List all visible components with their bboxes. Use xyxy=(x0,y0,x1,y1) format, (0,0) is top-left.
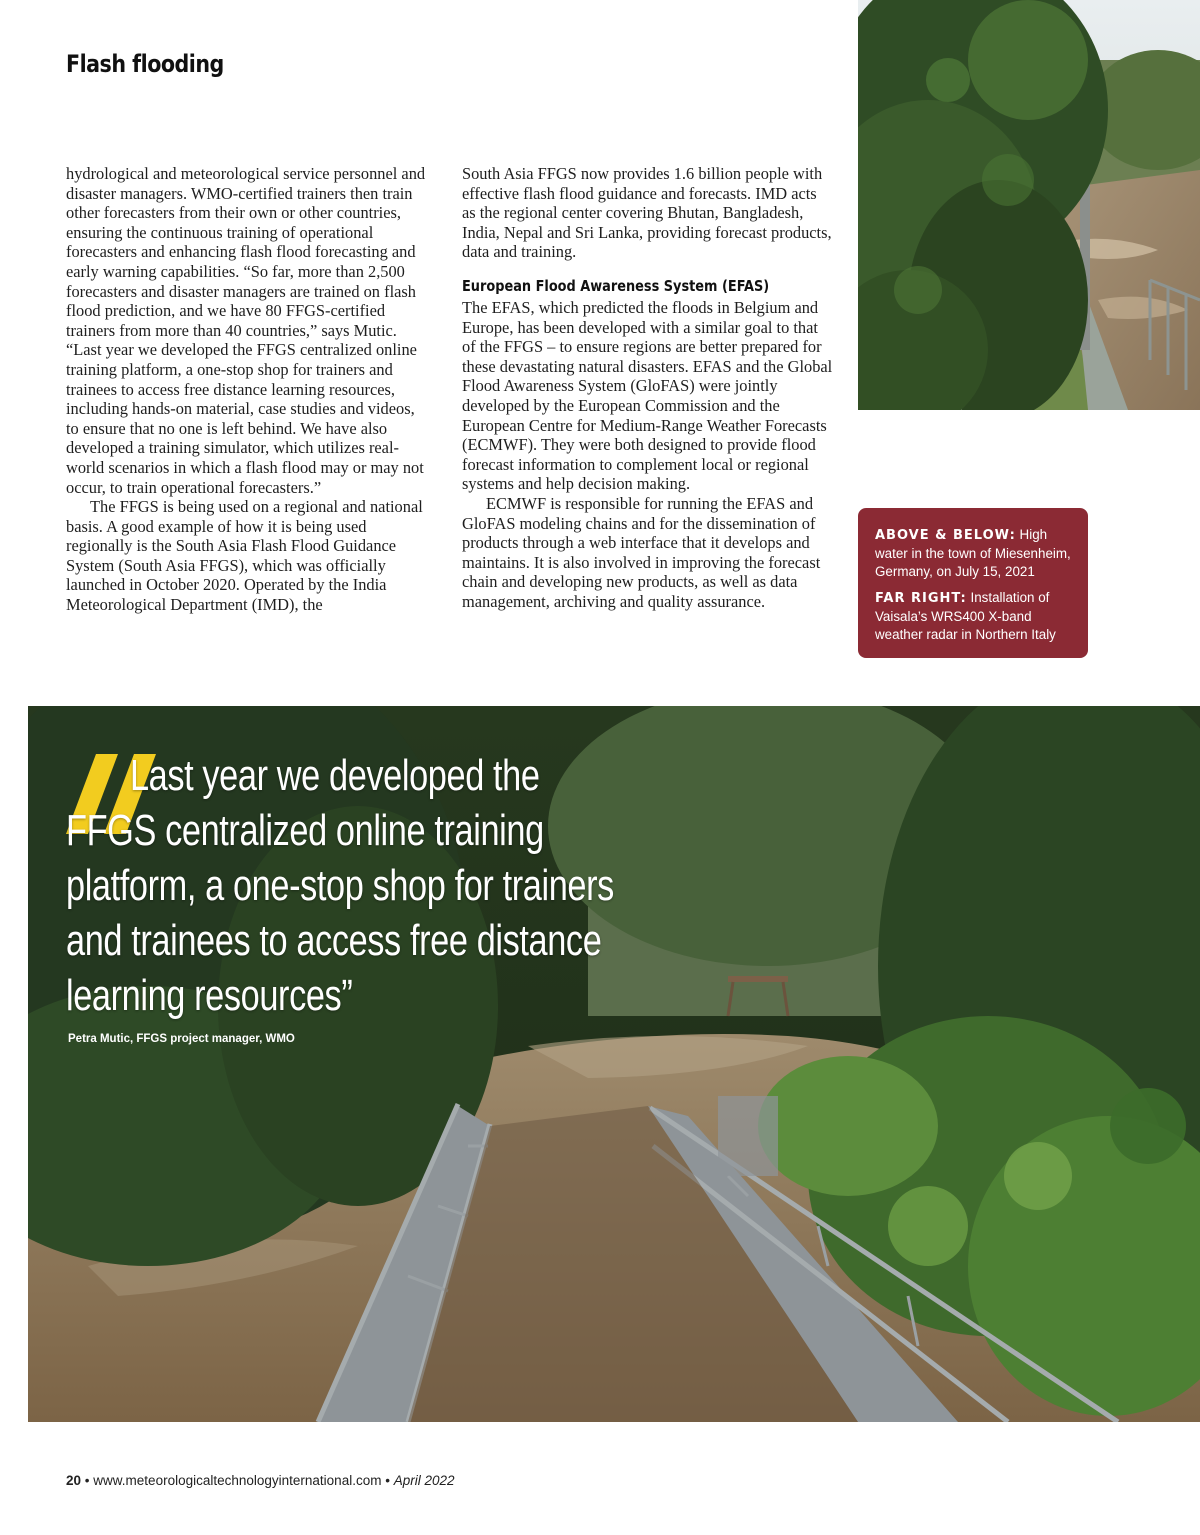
caption-above-below xyxy=(875,526,1074,581)
subheading-efas: European Flood Awareness System (EFAS) xyxy=(462,276,770,295)
caption-text: Installation of Vaisala’s WRS400 X-band weather radar in Northern Italy xyxy=(875,590,1056,642)
caption-label: ABOVE & BELOW: xyxy=(875,528,1016,543)
body-paragraph: The EFAS, which predicted the floods in Belgium and Europe, has been developed with a similar goal to that of the FFGS – to ensure regions are better prepared for these devastating natural disasters. EFAS and the Global Flood Awareness System (GloFAS) were jointly developed by the European Commission and the European Centre for Medium-Range Weather Forecasts (ECMWF). They were both designed to provide flood forecast information to complement local or regional systems and help decision making. xyxy=(462,297,833,494)
right-column xyxy=(462,164,834,611)
body-paragraph: ECMWF is responsible for running the EFAS and GloFAS modeling chains and for the dissemination of products through a web interface that it develops and maintains. It is also involved in improving the forecast chain and developing new products, as well as data management, archiving and quality assurance. xyxy=(462,493,821,611)
body-paragraph: hydrological and meteorological service personnel and disaster managers. WMO-certified trainers then train other forecasters from their own or other countries, ensuring the continuous training of operational forecasters and enhancing flash flood forecasting and early warning capabilities. “So far, more than 2,500 forecasters and disaster managers are trained on flash flood prediction, and we have 80 FFGS-certified trainers from more than 40 countries,” says Mutic. “Last year we developed the FFGS centralized online training platform, a one-stop shop for trainers and trainees to access free distance learning resources, including hands-on material, case studies and videos, to ensure that no one is left behind. We have also developed a training simulator, which utilizes real-world scenarios in which a flash flood may or may not occur, to train operational forecasters.” xyxy=(66,164,426,497)
issue-date: April 2022 xyxy=(393,1473,455,1488)
caption-far-right xyxy=(875,589,1074,644)
caption-text: High water in the town of Miesenheim, Germany, on July 15, 2021 xyxy=(875,527,1071,579)
page-number: 20 xyxy=(66,1473,82,1488)
footer-separator: • xyxy=(84,1473,90,1488)
pull-quote-attribution: Petra Mutic, FFGS project manager, WMO xyxy=(68,1033,295,1045)
caption-label: FAR RIGHT: xyxy=(875,591,967,606)
page-footer xyxy=(66,1473,455,1488)
photo-caption-box xyxy=(858,508,1088,658)
left-column xyxy=(66,164,431,615)
body-paragraph: The FFGS is being used on a regional and national basis. A good example of how it is being used regionally is the South Asia Flash Flood Guidance System (South Asia FFGS), which was officially launched in October 2020. Operated by the India Meteorological Department (IMD), the xyxy=(66,497,423,615)
footer-separator: • xyxy=(385,1473,390,1488)
section-title: Flash flooding xyxy=(66,50,224,78)
body-paragraph: South Asia FFGS now provides 1.6 billion people with effective flash flood guidance and forecasts. IMD acts as the regional center covering Bhutan, Bangladesh, India, Nepal and Sri Lanka, providing forecast products, data and training. xyxy=(462,164,832,262)
flood-photo-top-image xyxy=(858,0,1200,410)
pull-quote-text: Last year we developed the FFGS centralized online training platform, a one-stop shop for trainers and trainees to access free distance learning resources” xyxy=(66,751,614,1020)
footer-website: www.meteorologicaltechnologyinternational.com xyxy=(93,1473,382,1488)
flood-photo-top xyxy=(858,0,1200,410)
pull-quote xyxy=(66,748,666,1045)
